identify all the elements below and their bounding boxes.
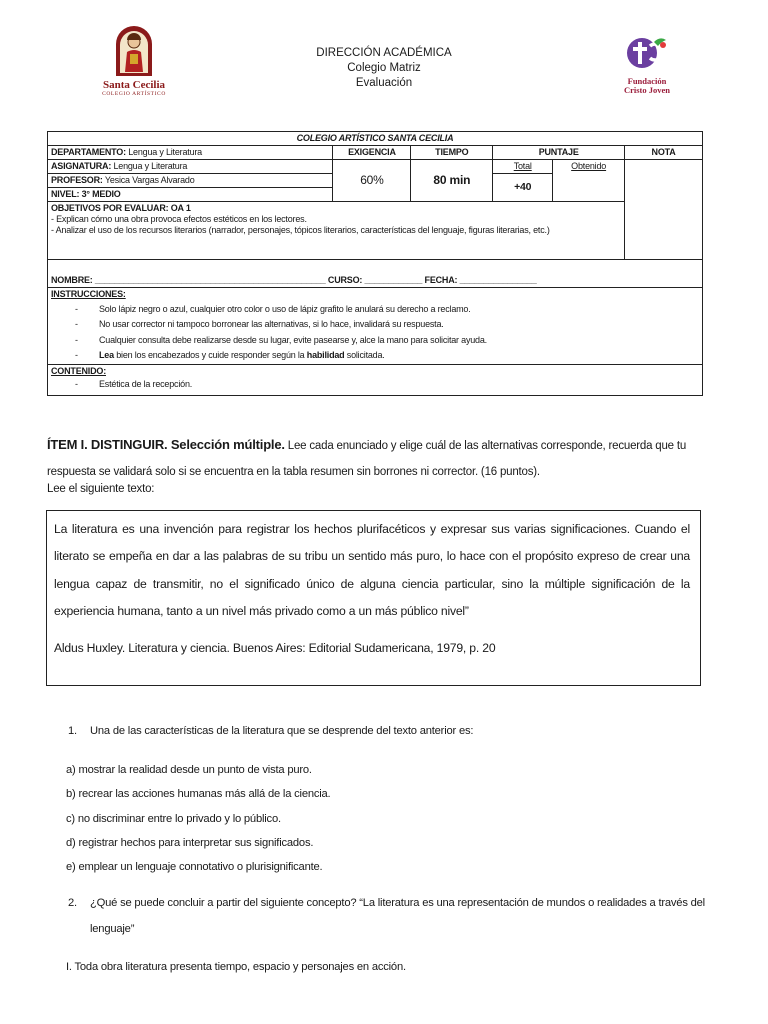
list-item: - Estética de la recepción. (75, 377, 699, 392)
table-title-row (48, 132, 703, 146)
instr-bold-word: habilidad (306, 349, 345, 360)
profesor-value: Yesica Vargas Alvarado (104, 175, 195, 185)
santa-cecilia-logo-subtitle: COLEGIO ARTÍSTICO (102, 91, 166, 97)
quote-box (46, 510, 701, 686)
tiempo-label: TIEMPO (411, 146, 493, 160)
option-e[interactable]: e) emplear un lenguaje connotativo o plurisignificante. (66, 861, 323, 874)
objetivo-item: - Explican cómo una obra provoca efectos estéticos en los lectores. (51, 214, 307, 224)
school-name: COLEGIO ARTÍSTICO SANTA CECILIA (48, 132, 703, 146)
asignatura-value: Lengua y Literatura (113, 161, 188, 171)
puntaje-label: PUNTAJE (493, 146, 625, 160)
instrucciones-row (48, 288, 703, 365)
asignatura-label: ASIGNATURA: (51, 161, 112, 171)
nota-value-cell[interactable] (625, 160, 703, 260)
cristo-joven-emblem-icon (624, 34, 670, 72)
instr-text: solicitada. (344, 349, 385, 360)
quote-citation: Aldus Huxley. Literatura y ciencia. Buenos Aires: Editorial Sudamericana, 1979, p. 20 (54, 641, 496, 656)
fundacion-logo-line2: Cristo Joven (623, 85, 671, 95)
fundacion-cristo-joven-logo (612, 34, 682, 100)
list-item: - Solo lápiz negro o azul, cualquier otro color o uso de lápiz grafito le anulará su derecho a reclamo. (75, 302, 699, 317)
obtenido-label: Obtenido (553, 160, 625, 202)
header-title (250, 46, 518, 91)
question-1 (68, 718, 473, 744)
fundacion-logo-line1: Fundación (627, 76, 667, 86)
nivel-label: NIVEL: 3° MEDIO (48, 188, 333, 202)
instr-text: bien los encabezados y cuide responder según la (113, 349, 307, 360)
exigencia-value: 60% (333, 160, 411, 202)
question-2-statements (66, 955, 406, 979)
contenido-row (48, 365, 703, 396)
profesor-label: PROFESOR: (51, 175, 103, 185)
curso-field[interactable]: ____________ (364, 275, 423, 285)
question-number: 2. (68, 897, 77, 909)
question-2 (68, 890, 728, 942)
total-value: +40 (493, 174, 553, 202)
option-d[interactable]: d) registrar hechos para interpretar sus significados. (66, 836, 314, 849)
question-text: ¿Qué se puede concluir a partir del siguiente concepto? “La literatura es una representación de mundos o realidades a través del lenguaje” (90, 897, 705, 935)
total-label: Total (493, 160, 553, 174)
header-title-line: Colegio Matriz (347, 62, 421, 74)
santa-cecilia-logo (96, 26, 172, 100)
list-item (75, 348, 699, 363)
table-row (48, 160, 703, 174)
statement-i: I. Toda obra literatura presenta tiempo, espacio y personajes en acción. (66, 961, 406, 973)
fecha-field[interactable]: ________________ (459, 275, 537, 285)
instrucciones-list (75, 302, 699, 363)
question-1-options (66, 758, 330, 879)
departamento-value: Lengua y Literatura (128, 147, 202, 157)
nombre-field[interactable]: ________________________________________________ (94, 275, 326, 285)
nota-label: NOTA (625, 146, 703, 160)
objetivos-label: OBJETIVOS POR EVALUAR: OA 1 (51, 203, 191, 213)
option-b[interactable]: b) recrear las acciones humanas más allá de la ciencia. (66, 788, 331, 801)
student-data-row (48, 260, 703, 288)
santa-cecilia-emblem-icon (114, 26, 154, 78)
fecha-label: FECHA: (424, 275, 458, 285)
curso-label: CURSO: (327, 275, 363, 285)
asignatura-cell (48, 160, 333, 174)
quote-text: La literatura es una invención para registrar los hechos plurifacéticos y expresar sus varias significaciones. Cuando el literato se empeña en dar a las palabras de su tribu un sentido más puro, lo hace con el propósito expreso de crear una lengua capaz de transmitir, no el significado único de alguna ciencia particular, sino la múltiple significación de la experiencia humana, tanto a un nivel más privado como a un más público nivel” (54, 522, 690, 618)
item1-instructions (47, 432, 727, 485)
exigencia-label: EXIGENCIA (333, 146, 411, 160)
option-c[interactable]: c) no discriminar entre lo privado y lo público. (66, 812, 281, 825)
header-title-line: Evaluación (355, 77, 413, 89)
instrucciones-cell (48, 288, 703, 365)
profesor-cell (48, 174, 333, 188)
contenido-list (75, 377, 699, 392)
option-a[interactable]: a) mostrar la realidad desde un punto de vista puro. (66, 764, 312, 776)
nombre-label: NOMBRE: (51, 275, 93, 285)
santa-cecilia-logo-name: Santa Cecilia (102, 79, 166, 91)
contenido-label: CONTENIDO: (51, 366, 106, 377)
departamento-label: DEPARTAMENTO: (51, 147, 126, 157)
student-data-cell (48, 260, 703, 288)
contenido-cell (48, 365, 703, 396)
list-item: - Cualquier consulta debe realizarse desde su lugar, evite pasearse y, alce la mano para solicitar ayuda. (75, 333, 699, 348)
objetivo-item: - Analizar el uso de los recursos literarios (narrador, personajes, tópicos literarios, características del lenguaje, figuras literarias, etc.) (51, 225, 550, 235)
document-header (0, 0, 768, 120)
instr-bold-word: Lea (99, 349, 114, 360)
tiempo-value: 80 min (411, 160, 493, 202)
objetivos-cell (48, 202, 625, 260)
item1-instructions-text: Lee cada enunciado y elige cuál de las alternativas corresponde, recuerda que tu respuesta se validará solo si se encuentra en la tabla resumen sin borrones ni corrector. (16 puntos). (47, 440, 687, 478)
table-header-row (48, 146, 703, 160)
item1-lead: Lee el siguiente texto: (47, 483, 155, 495)
instrucciones-label: INSTRUCCIONES: (51, 289, 126, 299)
item1-heading: ÍTEM I. DISTINGUIR. Selección múltiple. (47, 437, 285, 452)
question-number: 1. (68, 725, 77, 737)
objetivos-row (48, 202, 703, 260)
evaluation-info-table (47, 131, 703, 396)
departamento-cell (48, 146, 333, 160)
question-text: Una de las características de la literatura que se desprende del texto anterior es: (90, 725, 474, 737)
header-title-line: DIRECCIÓN ACADÉMICA (316, 47, 452, 59)
list-item: - No usar corrector ni tampoco borronear las alternativas, si lo hace, invalidará su respuesta. (75, 317, 699, 332)
